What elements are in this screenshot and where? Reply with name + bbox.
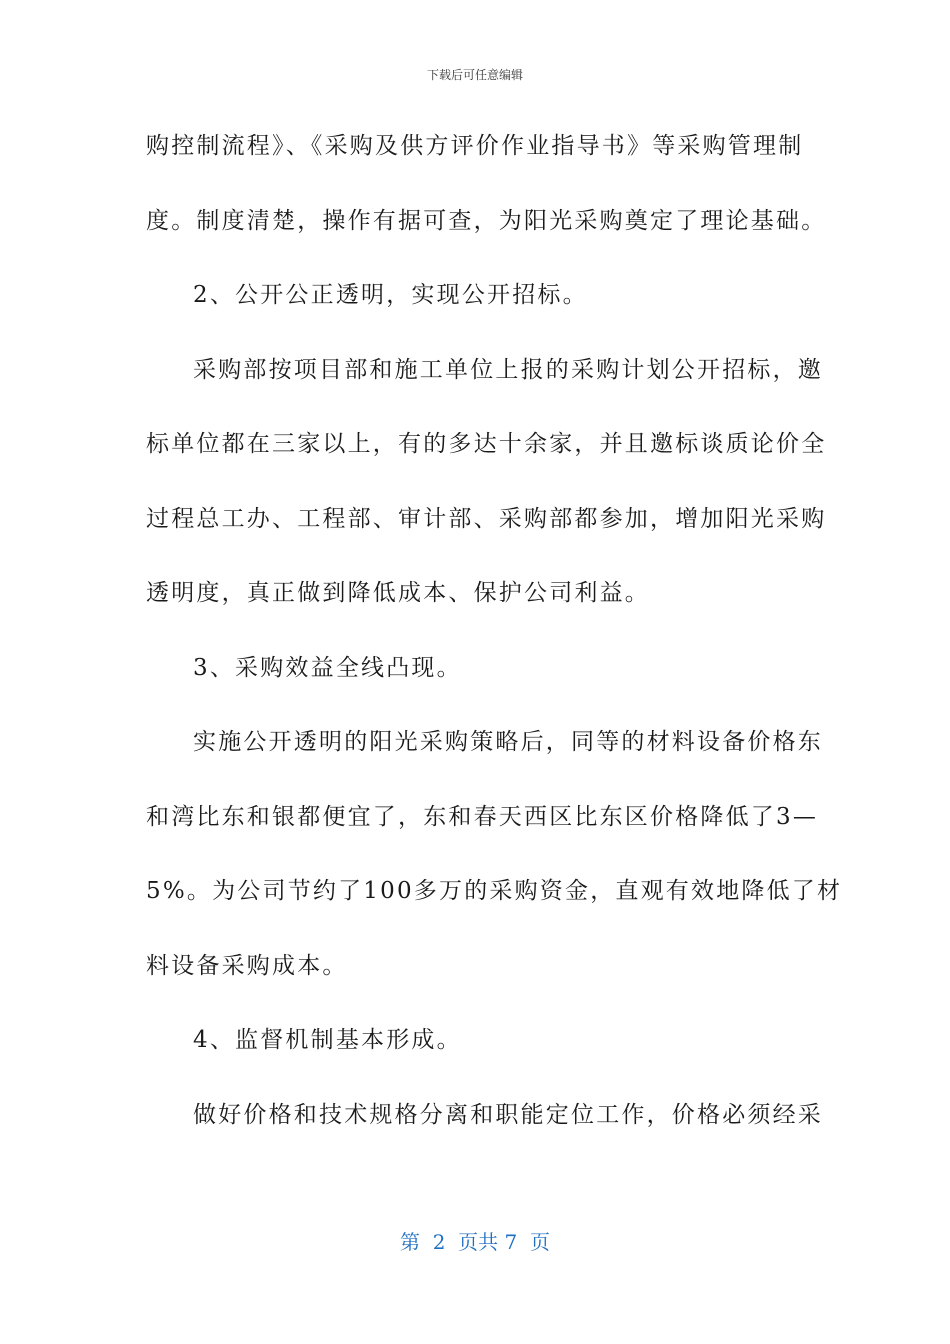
body-line: 购控制流程》、《采购及供方评价作业指导书》等采购管理制 bbox=[146, 133, 804, 159]
header-note: 下载后可任意编辑 bbox=[426, 68, 523, 82]
body-line: 和湾比东和银都便宜了，东和春天西区比东区价格降低了3— bbox=[146, 803, 819, 830]
body-line: 采购部按项目部和施工单位上报的采购计划公开招标，邀 bbox=[193, 356, 823, 383]
document-body bbox=[146, 121, 843, 1164]
body-line: 做好价格和技术规格分离和职能定位工作，价格必须经采 bbox=[193, 1101, 823, 1128]
section-heading: 4、监督机制基本形成。 bbox=[193, 1027, 462, 1053]
body-line: 实施公开透明的阳光采购策略后，同等的材料设备价格东 bbox=[193, 729, 823, 755]
body-line: 标单位都在三家以上，有的多达十余家，并且邀标谈质论价全 bbox=[146, 431, 827, 457]
body-line: 度。制度清楚，操作有据可查，为阳光采购奠定了理论基础。 bbox=[146, 207, 827, 234]
body-line: 5%。为公司节约了100多万的采购资金，直观有效地降低了材 bbox=[146, 878, 843, 904]
body-line: 料设备采购成本。 bbox=[146, 952, 348, 979]
body-line: 过程总工办、工程部、审计部、采购部都参加，增加阳光采购 bbox=[146, 505, 827, 532]
section-heading: 3、采购效益全线凸现。 bbox=[193, 654, 462, 681]
page-number-footer: 第 2 页共 7 页 bbox=[400, 1230, 550, 1254]
section-heading: 2、公开公正透明，实现公开招标。 bbox=[193, 282, 588, 308]
body-line: 透明度，真正做到降低成本、保护公司利益。 bbox=[146, 580, 650, 606]
